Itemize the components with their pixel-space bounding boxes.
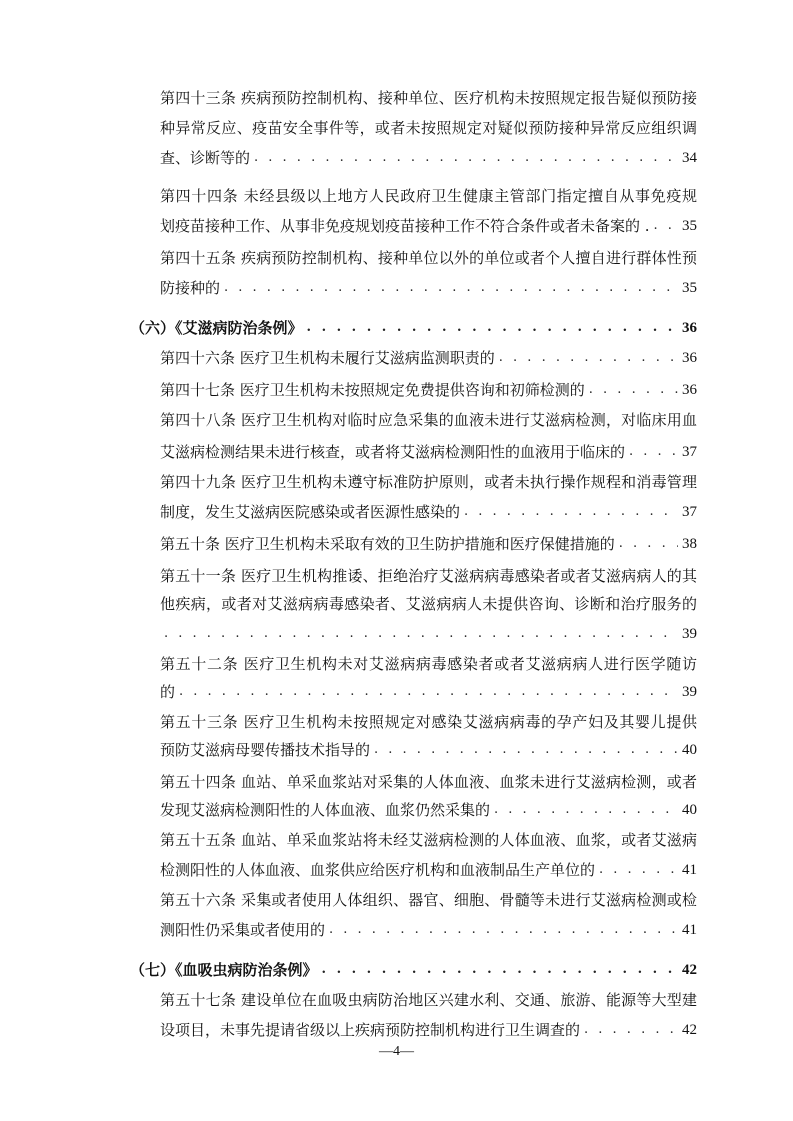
entry-text: 第四十九条 医疗卫生机构未遵守标准防护原则，或者未执行操作规程和消毒管理 <box>160 473 697 491</box>
entry-text: 的 <box>160 683 176 701</box>
entry-text: 第四十五条 疾病预防控制机构、接种单位以外的单位或者个人擅自进行群体性预 <box>160 249 697 267</box>
toc-entry-line <box>160 649 697 679</box>
page-number: 34 <box>682 150 697 166</box>
dot-leader <box>322 955 678 985</box>
page-number: 35 <box>682 218 697 234</box>
entry-text: 制度，发生艾滋病医院感染或者医源性感染的 <box>160 503 461 521</box>
section-title: （六）《艾滋病防治条例》 <box>130 319 303 337</box>
page-number: 41 <box>682 922 697 938</box>
entry-text: 第五十六条 采集或者使用人体组织、器官、细胞、骨髓等未进行艾滋病检测或检 <box>160 891 697 909</box>
page-number-footer: —4— <box>379 1044 414 1059</box>
toc-entry-line <box>160 561 697 591</box>
toc-entry-line <box>160 1015 697 1045</box>
entry-text: 查、诊断等的 <box>160 149 251 167</box>
entry-text: 第四十七条 医疗卫生机构未按照规定免费提供咨询和初筛检测的 <box>160 381 585 399</box>
dot-leader <box>499 343 678 373</box>
toc-entry-line <box>160 529 697 559</box>
toc-entry-line <box>160 589 697 619</box>
toc-entry-line <box>160 619 697 649</box>
toc-entry-line <box>160 677 697 707</box>
dot-leader <box>629 437 678 467</box>
entry-text: 第五十七条 建设单位在血吸虫病防治地区兴建水利、交通、旅游、能源等大型建 <box>160 991 697 1009</box>
toc-entry-line <box>160 735 697 765</box>
toc-section-heading <box>130 313 697 343</box>
page-number: 36 <box>682 320 697 336</box>
toc-section-heading <box>130 955 697 985</box>
toc-entry-line <box>160 273 697 303</box>
page-number: 35 <box>682 280 697 296</box>
page-number: 39 <box>682 626 697 642</box>
entry-text: 第四十八条 医疗卫生机构对临时应急采集的血液未进行艾滋病检测，对临床用血 <box>160 411 697 429</box>
entry-text: 检测阳性的人体血液、血浆供应给医疗机构和血液制品生产单位的 <box>160 861 596 879</box>
entry-text: 第五十五条 血站、单采血浆站将未经艾滋病检测的人体血液、血浆，或者艾滋病 <box>160 831 697 849</box>
toc-entry-line <box>160 343 697 373</box>
toc-entry-line <box>160 497 697 527</box>
toc-entry-line <box>160 143 697 173</box>
section-title: （七）《血吸虫病防治条例》 <box>130 961 318 979</box>
toc-entry-line <box>160 113 697 143</box>
dot-leader <box>619 529 678 559</box>
page-number: 37 <box>682 444 697 460</box>
dot-leader <box>329 915 678 945</box>
page-number: 36 <box>682 350 697 366</box>
dot-leader <box>589 375 678 405</box>
toc-entry-line <box>160 825 697 855</box>
toc-entry-line <box>160 795 697 825</box>
entry-text: 种异常反应、疫苗安全事件等，或者未按照规定对疑似预防接种异常反应组织调 <box>160 119 697 137</box>
dot-leader <box>599 855 678 885</box>
entry-text: 防接种的 <box>160 279 221 297</box>
dot-leader <box>307 313 678 343</box>
dot-leader <box>494 795 678 825</box>
dot-leader <box>374 735 678 765</box>
toc-entry-line <box>160 915 697 945</box>
entry-text: 第五十条 医疗卫生机构未采取有效的卫生防护措施和医疗保健措施的 <box>160 535 615 553</box>
toc-entry-line <box>160 707 697 737</box>
page-number: 39 <box>682 684 697 700</box>
dot-leader <box>224 273 678 303</box>
toc-entry-line <box>160 405 697 435</box>
page-number: 42 <box>682 962 697 978</box>
dot-leader <box>254 143 678 173</box>
toc-entry-line <box>160 767 697 797</box>
entry-text: 设项目，未事先提请省级以上疾病预防控制机构进行卫生调查的 <box>160 1021 581 1039</box>
dot-leader <box>164 619 678 649</box>
dot-leader <box>179 677 678 707</box>
entry-text: 发现艾滋病检测阳性的人体血液、血浆仍然采集的 <box>160 801 491 819</box>
dot-leader <box>464 497 678 527</box>
toc-entry-line <box>160 437 697 467</box>
entry-text: 第四十六条 医疗卫生机构未履行艾滋病监测职责的 <box>160 349 495 367</box>
dot-leader <box>584 1015 678 1045</box>
page-number: 38 <box>682 536 697 552</box>
entry-text: 第五十四条 血站、单采血浆站对采集的人体血液、血浆未进行艾滋病检测，或者 <box>160 773 697 791</box>
toc-entry-line <box>160 885 697 915</box>
toc-entry-line <box>160 211 697 241</box>
entry-text: 艾滋病检测结果未进行核查，或者将艾滋病检测阳性的血液用于临床的 <box>160 443 626 461</box>
toc-entry-line <box>160 467 697 497</box>
entry-text: 第五十三条 医疗卫生机构未按照规定对感染艾滋病病毒的孕产妇及其婴儿提供 <box>160 713 697 731</box>
toc-entry-line <box>160 83 697 113</box>
entry-text: 他疾病，或者对艾滋病病毒感染者、艾滋病病人未提供咨询、诊断和治疗服务的 <box>160 595 697 613</box>
entry-text: 划疫苗接种工作、从事非免疫规划疫苗接种工作不符合条件或者未备案的 . <box>160 217 650 235</box>
page-number: 42 <box>682 1022 697 1038</box>
page-number: 37 <box>682 504 697 520</box>
toc-entry-line <box>160 243 697 273</box>
entry-text: 预防艾滋病母婴传播技术指导的 <box>160 741 371 759</box>
page-number: 36 <box>682 382 697 398</box>
entry-text: 第四十三条 疾病预防控制机构、接种单位、医疗机构未按照规定报告疑似预防接 <box>160 89 697 107</box>
page-number: 40 <box>682 802 697 818</box>
page-number: 40 <box>682 742 697 758</box>
toc-entry-line <box>160 375 697 405</box>
entry-text: 第四十四条 未经县级以上地方人民政府卫生健康主管部门指定擅自从事免疫规 <box>160 187 697 205</box>
entry-text: 测阳性仍采集或者使用的 <box>160 921 326 939</box>
toc-entry-line <box>160 181 697 211</box>
toc-entry-line <box>160 855 697 885</box>
dot-leader <box>654 211 678 241</box>
toc-entry-line <box>160 985 697 1015</box>
entry-text: 第五十二条 医疗卫生机构未对艾滋病病毒感染者或者艾滋病病人进行医学随访 <box>160 655 697 673</box>
entry-text: 第五十一条 医疗卫生机构推诿、拒绝治疗艾滋病病毒感染者或者艾滋病病人的其 <box>160 567 697 585</box>
page-number: 41 <box>682 862 697 878</box>
